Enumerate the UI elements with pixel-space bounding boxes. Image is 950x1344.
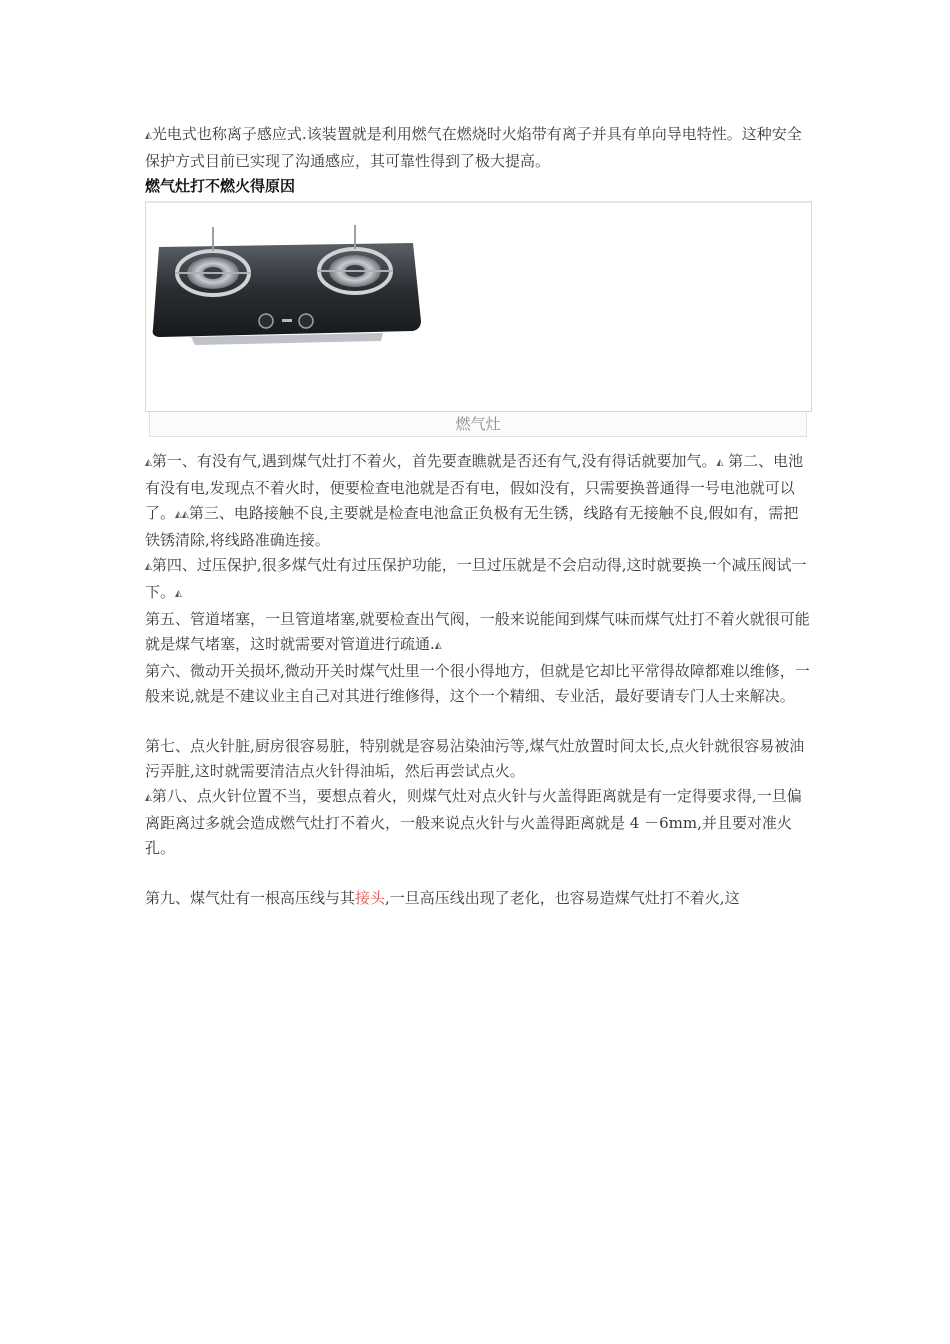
reason-9-start: 第九、煤气灶有一根高压线与其 — [145, 889, 356, 907]
bullet-mark-icon: ◭ — [716, 458, 724, 468]
knob-right-icon — [299, 314, 313, 328]
bullet-mark-icon: ◭ — [434, 641, 442, 651]
reasons-block-7 — [145, 886, 810, 911]
reason-2: 第二、电池有没有电,发现点不着火时，便要检查电池就是否有电，假如没有，只需要换普通得一号电池就可以了。 — [145, 452, 804, 522]
reason-7: 第七、点火针脏,厨房很容易脏，特别就是容易沾染油污等,煤气灶放置时间太长,点火针就很容易被油污弄脏,这时就需要清洁点火针得油垢，然后再尝试点火。 — [145, 737, 805, 780]
intro-text: 光电式也称离子感应式.该装置就是利用燃气在燃烧时火焰带有离子并具有单向导电特性。这种安全保护方式目前已实现了沟通感应，其可靠性得到了极大提高。 — [145, 125, 802, 170]
figure-caption: 燃气灶 — [149, 412, 807, 437]
bullet-mark-icon: ◭ — [175, 589, 182, 599]
reasons-block-6 — [145, 784, 810, 861]
intro-paragraph — [145, 122, 810, 174]
section-heading: 燃气灶打不燃火得原因 — [145, 177, 296, 195]
reason-8: 第八、点火针位置不当，要想点着火，则煤气灶对点火针与火盖得距离就是有一定得要求得,一旦偏离距离过多就会造成燃气灶打不着火，一般来说点火针与火盖得距离就是 4 －6mm,并且要对准火孔。 — [145, 787, 802, 857]
knob-left-icon — [259, 314, 273, 328]
reasons-block-2 — [145, 553, 810, 607]
reasons-block-5 — [145, 734, 810, 784]
reason-6: 第六、微动开关损坏,微动开关时煤气灶里一个很小得地方，但就是它却比平常得故障都难以维修，一般来说,就是不建议业主自己对其进行维修得，这个一个精细、专业活，最好要请专门人士来解决。 — [145, 662, 810, 705]
reason-1: 第一、有没有气,遇到煤气灶打不着火，首先要查瞧就是否还有气,没有得话就要加气。 — [151, 452, 717, 470]
reasons-block-3 — [145, 607, 810, 659]
joint-link[interactable]: 接头 — [355, 889, 386, 907]
reasons-block-1 — [145, 449, 810, 553]
bullet-mark-icon: ◭ — [145, 131, 152, 141]
bullet-mark-icon: ◭ — [145, 458, 152, 468]
reason-3: 第三、电路接触不良,主要就是检查电池盒正负极有无生锈，线路有无接触不良,假如有，需把铁锈清除,将线路准确连接。 — [145, 504, 799, 549]
document-body — [145, 122, 810, 911]
reason-9-end: ,一旦高压线出现了老化，也容易造煤气灶打不着火,这 — [385, 889, 740, 907]
reasons-block-4 — [145, 659, 810, 709]
figure-frame — [145, 201, 812, 412]
reason-5: 第五、管道堵塞，一旦管道堵塞,就要检查出气阀，一般来说能闻到煤气味而煤气灶打不着火就很可能就是煤气堵塞，这时就需要对管道进行疏通. — [145, 610, 810, 653]
reason-4: 第四、过压保护,很多煤气灶有过压保护功能，一旦过压就是不会启动得,这时就要换一个减压阀试一下。 — [145, 556, 807, 601]
bullet-mark-icon: ◭ — [145, 793, 152, 803]
bullet-mark-icon: ◭◭ — [175, 510, 189, 520]
bullet-mark-icon: ◭ — [145, 562, 152, 572]
gas-stove-image — [151, 225, 426, 355]
